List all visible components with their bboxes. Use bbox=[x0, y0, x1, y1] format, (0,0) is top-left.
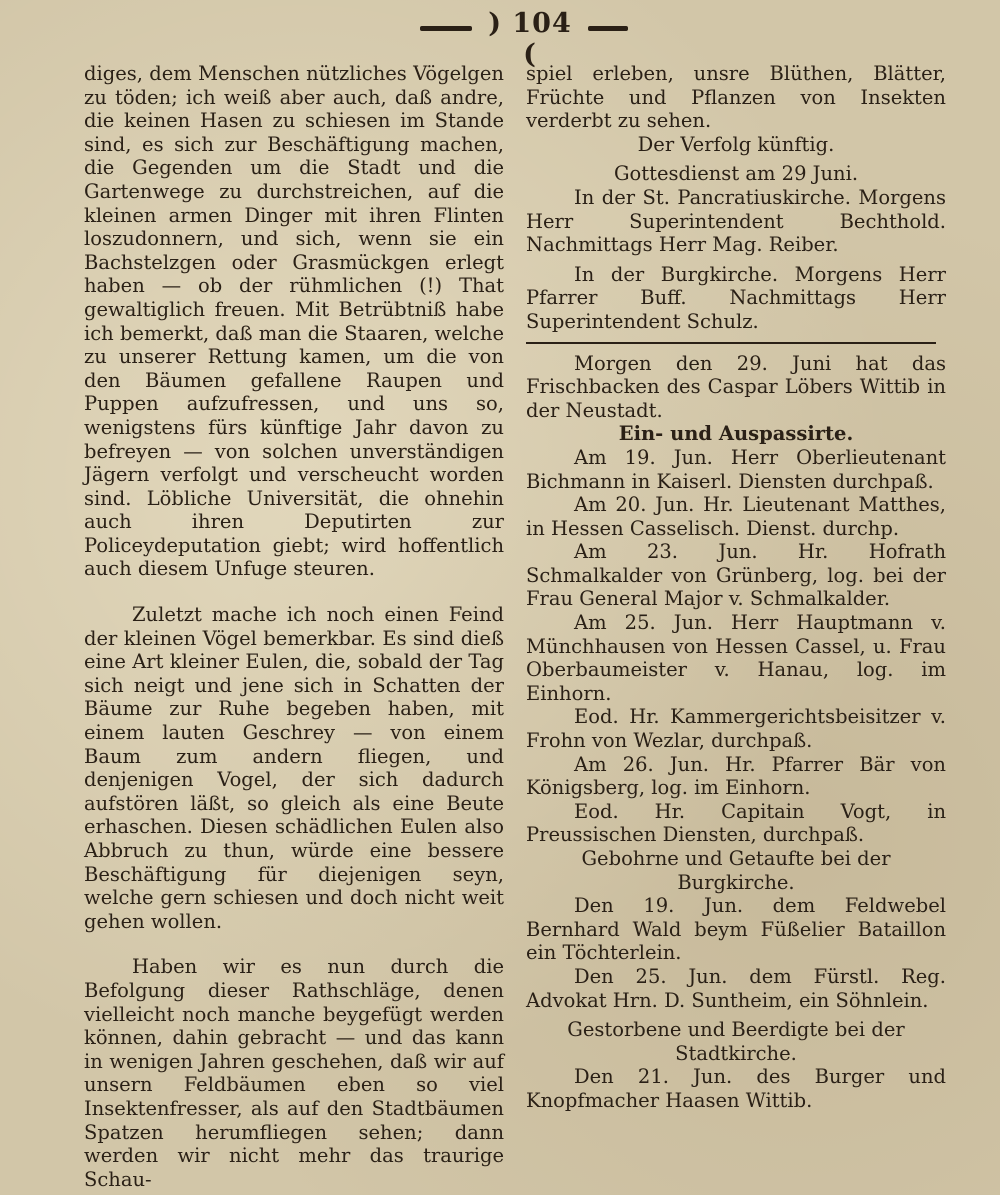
birth-entry: Den 25. Jun. dem Fürstl. Reg. Advokat Hrn. D. Suntheim, ein Söhnlein. bbox=[526, 964, 946, 1012]
header-rule-left bbox=[420, 26, 472, 31]
travel-entry: Am 23. Jun. Hr. Hofrath Schmalkalder von Grünberg, log. bei der Frau General Major v. Schmalkalder. bbox=[526, 540, 946, 611]
section-divider bbox=[526, 342, 936, 344]
service-entry-burgkirche: In der Burgkirche. Morgens Herr Pfarrer Buff. Nachmittags Herr Superintendent Schulz. bbox=[526, 262, 946, 333]
article-paragraph-1: diges, dem Menschen nützliches Vögelgen zu töden; ich weiß aber auch, daß andre, die keinen Hasen zu schiesen im Stande sind, es sich zur Beschäftigung machen, die Gegenden um die Stadt und die Gartenwege zu durchstreichen, auf die kleinen armen Dinger mit ihren Flinten loszudonnern, und sich, wenn sie ein Bachstelzgen oder Grasmückgen erlegt haben — ob der rühmlichen (!) That gewaltiglich freuen. Mit Betrübtniß habe ich bemerkt, daß man die Staaren, welche zu unserer Rettung kamen, um die von den Bäumen gefallene Raupen und Puppen aufzufressen, und uns so, wenigstens fürs künftige Jahr davon zu befreyen — von solchen unverständigen Jägern verfolgt und verscheucht worden sind. Löbliche Universität, die ohnehin auch ihren Deputirten zur Policeydeputation giebt; wird hoffentlich auch diesem Unfuge steuren. bbox=[84, 62, 504, 581]
deaths-heading: Gestorbene und Beerdigte bei der Stadtkirche. bbox=[567, 1018, 905, 1065]
left-column bbox=[84, 62, 504, 1191]
article-paragraph-2: Zuletzt mache ich noch einen Feind der kleinen Vögel bemerkbar. Es sind dieß eine Art kleiner Eulen, die, sobald der Tag sich neigt und jene sich in Schatten der Bäume zur Ruhe begeben haben, mit einem lauten Geschrey — von einem Baum zum andern fliegen, und denjenigen Vogel, der sich dadurch aufstören läßt, so gleich als eine Beute erhaschen. Diesen schädlichen Eulen also Abbruch zu thun, würde eine bessere Beschäftigung für diejenigen seyn, welche gern schiesen und doch nicht weit gehen wollen. bbox=[84, 603, 504, 933]
travel-entry: Am 20. Jun. Hr. Lieutenant Matthes, in Hessen Casselisch. Dienst. durchp. bbox=[526, 493, 946, 540]
travel-entry: Am 26. Jun. Hr. Pfarrer Bär von Königsberg, log. im Einhorn. bbox=[526, 752, 946, 800]
birth-entry: Den 19. Jun. dem Feldwebel Bernhard Wald beym Füßelier Bataillon ein Töchterlein. bbox=[526, 894, 946, 965]
page-header bbox=[0, 8, 1000, 70]
header-rule-right bbox=[588, 26, 628, 31]
death-entry: Den 21. Jun. des Burger und Knopfmacher Haasen Wittib. bbox=[526, 1065, 946, 1112]
page-number: ) 104 ( bbox=[488, 8, 572, 70]
service-heading: Gottesdienst am 29 Juni. bbox=[613, 162, 859, 186]
travel-heading: Ein- und Auspassirte. bbox=[618, 422, 854, 446]
travel-entry: Am 25. Jun. Herr Hauptmann v. Münchhausen von Hessen Cassel, u. Frau Oberbaumeister v. Hanau, log. im Einhorn. bbox=[526, 611, 946, 705]
service-entry-pancratius: In der St. Pancratiuskirche. Morgens Herr Superintendent Bechthold. Nachmittags Herr Mag. Reiber. bbox=[526, 185, 946, 257]
births-heading: Gebohrne und Getaufte bei der Burgkirche. bbox=[581, 847, 891, 894]
article-paragraph-3: Haben wir es nun durch die Befolgung dieser Rathschläge, denen vielleicht noch manche beygefügt werden können, dahin gebracht — und das kann in wenigen Jahren geschehen, daß wir auf unsern Feldbäumen eben so viel Insektenfresser, als auf den Stadtbäumen Spatzen herumfliegen sehen; dann werden wir nicht mehr das traurige Schau- bbox=[84, 955, 504, 1191]
article-continuation: spiel erleben, unsre Blüthen, Blätter, Früchte und Pflanzen von Insekten verderbt zu sehen. bbox=[526, 62, 946, 133]
bakery-notice: Morgen den 29. Juni hat das Frischbacken des Caspar Löbers Wittib in der Neustadt. bbox=[526, 351, 946, 422]
travel-entry: Eod. Hr. Kammergerichtsbeisitzer v. Frohn von Wezlar, durchpaß. bbox=[526, 705, 946, 753]
right-column bbox=[526, 62, 946, 1113]
travel-entry: Eod. Hr. Capitain Vogt, in Preussischen Diensten, durchpaß. bbox=[526, 799, 946, 847]
continued-note: Der Verfolg künftig. bbox=[637, 132, 835, 156]
travel-entry: Am 19. Jun. Herr Oberlieutenant Bichmann in Kaiserl. Diensten durchpaß. bbox=[526, 445, 946, 493]
